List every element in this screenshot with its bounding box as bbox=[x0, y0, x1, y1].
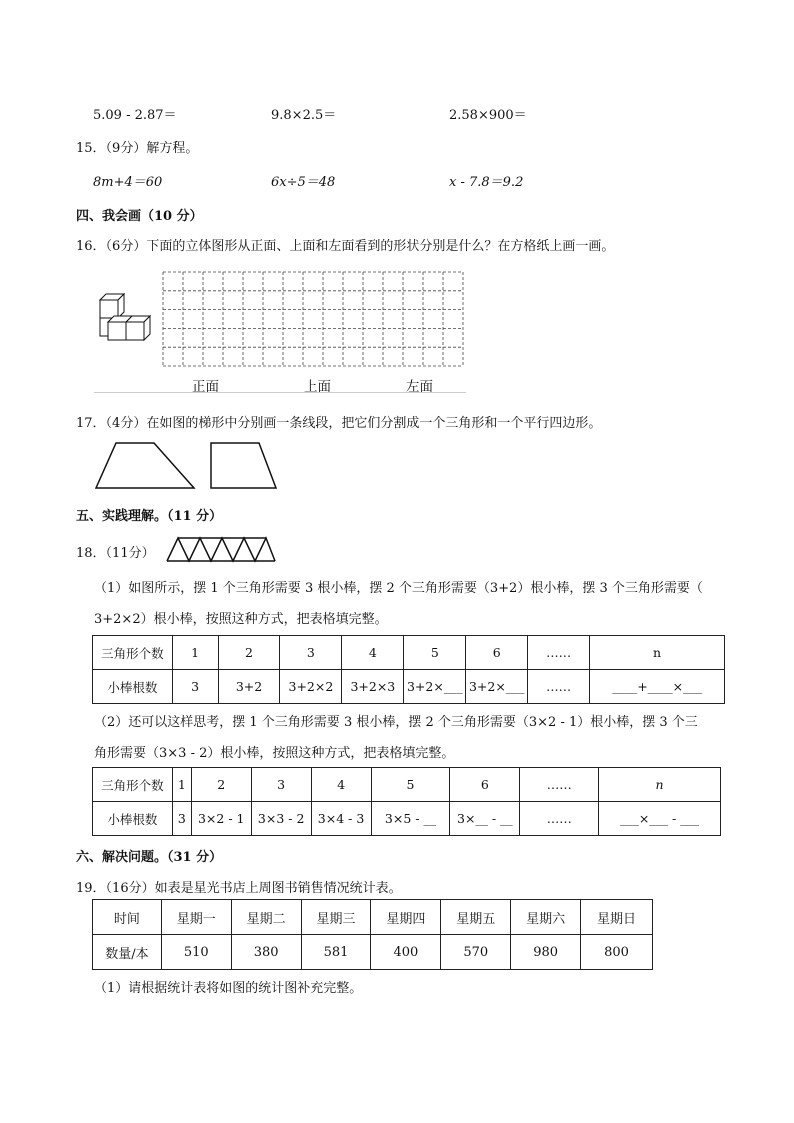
label-front-view: 正面 bbox=[192, 379, 219, 395]
t1-cell: …… bbox=[528, 636, 590, 670]
q18-part2-line2: 角形需要（3×3 - 2）根小棒，按照这种方式，把表格填完整。 bbox=[94, 746, 455, 761]
sales-value: 380 bbox=[231, 935, 301, 970]
t1-cell: 3 bbox=[172, 670, 218, 704]
t2-cell: 3×3 - 2 bbox=[251, 802, 311, 836]
t2-blank-cell[interactable]: 3×__ - __ bbox=[450, 802, 520, 836]
t2-cell: 3 bbox=[251, 768, 311, 802]
question-16-title: 16．（6分）下面的立体图形从正面、上面和左面看到的形状分别是什么？在方格纸上画一画。 bbox=[76, 239, 615, 254]
t1-cell: …… bbox=[528, 670, 590, 704]
t1-cell: 3+2×3 bbox=[342, 670, 404, 704]
calc-item-3: 2.58×900＝ bbox=[449, 108, 527, 123]
dashed-grid-paper bbox=[162, 271, 464, 367]
sales-value: 980 bbox=[511, 935, 581, 970]
question-19-title: 19．（16分）如表是星光书店上周图书销售情况统计表。 bbox=[76, 881, 402, 896]
q18-part1-line2: 3+2×2）根小棒，按照这种方式，把表格填完整。 bbox=[94, 612, 388, 627]
table-sticks-2 bbox=[92, 767, 721, 836]
t2-cell: 3×4 - 3 bbox=[311, 802, 371, 836]
t1-cell: 2 bbox=[218, 636, 280, 670]
t1-cell: 5 bbox=[404, 636, 466, 670]
question-18-title: 18．（11分） bbox=[76, 546, 155, 561]
sales-header-day: 星期二 bbox=[231, 900, 301, 935]
table-sticks-1 bbox=[92, 635, 725, 704]
t2-cell: 6 bbox=[450, 768, 520, 802]
triangle-sticks-figure bbox=[165, 536, 277, 563]
sales-header-day: 星期五 bbox=[441, 900, 511, 935]
sales-header-day: 星期六 bbox=[511, 900, 581, 935]
sales-header-day: 星期三 bbox=[301, 900, 371, 935]
sales-row-label: 数量/本 bbox=[93, 935, 162, 970]
sales-value: 510 bbox=[161, 935, 231, 970]
sales-header-day: 星期四 bbox=[371, 900, 441, 935]
equation-1: 8m+4＝60 bbox=[93, 175, 163, 190]
trapezoid-1 bbox=[96, 443, 194, 488]
t2-cell: n bbox=[599, 768, 721, 802]
t2-blank-cell[interactable]: 3×5 - __ bbox=[371, 802, 450, 836]
sales-value: 570 bbox=[441, 935, 511, 970]
t2-cell: 3×2 - 1 bbox=[191, 802, 251, 836]
equation-3: x - 7.8＝9.2 bbox=[449, 175, 524, 190]
t1-blank-cell[interactable]: 3+2×___ bbox=[404, 670, 466, 704]
t1-blank-cell[interactable]: 3+2×___ bbox=[466, 670, 528, 704]
calc-item-1: 5.09 - 2.87＝ bbox=[93, 108, 177, 123]
question-15-title: 15．（9分）解方程。 bbox=[76, 141, 199, 156]
q18-part1-line1: （1）如图所示，摆 1 个三角形需要 3 根小棒，摆 2 个三角形需要（3+2）根小棒，摆 3 个三角形需要（ bbox=[94, 581, 703, 596]
trapezoid-2 bbox=[211, 443, 276, 488]
sales-header-day: 星期一 bbox=[161, 900, 231, 935]
t1-cell: 4 bbox=[342, 636, 404, 670]
sales-value: 800 bbox=[581, 935, 653, 970]
q18-part2-line1: （2）还可以这样思考，摆 1 个三角形需要 3 根小棒，摆 2 个三角形需要（3×2 - 1）根小棒，摆 3 个三 bbox=[94, 715, 698, 730]
t2-cell: …… bbox=[520, 802, 599, 836]
t2-header-label: 三角形个数 bbox=[93, 768, 173, 802]
t1-cell: 1 bbox=[172, 636, 218, 670]
t1-cell: 3+2×2 bbox=[280, 670, 342, 704]
t1-cell: 3 bbox=[280, 636, 342, 670]
section-5-title: 五、实践理解。（11 分） bbox=[76, 509, 223, 524]
t2-cell: 1 bbox=[172, 768, 191, 802]
sales-header-label: 时间 bbox=[93, 900, 162, 935]
t1-row-label: 小棒根数 bbox=[93, 670, 173, 704]
t1-header-label: 三角形个数 bbox=[93, 636, 173, 670]
t2-row-label: 小棒根数 bbox=[93, 802, 173, 836]
sales-value: 581 bbox=[301, 935, 371, 970]
cube-stack-figure bbox=[92, 292, 152, 350]
t2-cell: 3 bbox=[172, 802, 191, 836]
table-book-sales bbox=[92, 899, 653, 970]
divider bbox=[94, 392, 466, 393]
section-6-title: 六、解决问题。（31 分） bbox=[76, 850, 223, 865]
t1-cell: n bbox=[590, 636, 725, 670]
t1-cell: 6 bbox=[466, 636, 528, 670]
equation-2: 6x÷5＝48 bbox=[271, 175, 336, 190]
q19-part1: （1）请根据统计表将如图的统计图补充完整。 bbox=[94, 981, 363, 996]
t1-blank-cell[interactable]: ____+____×___ bbox=[590, 670, 725, 704]
t1-cell: 3+2 bbox=[218, 670, 280, 704]
question-17-title: 17．（4分）在如图的梯形中分别画一条线段，把它们分割成一个三角形和一个平行四边形。 bbox=[76, 416, 602, 431]
label-left-view: 左面 bbox=[406, 379, 433, 395]
t2-blank-cell[interactable]: ___×___ - ___ bbox=[599, 802, 721, 836]
sales-header-day: 星期日 bbox=[581, 900, 653, 935]
section-4-title: 四、我会画（10 分） bbox=[76, 209, 203, 224]
t2-cell: 2 bbox=[191, 768, 251, 802]
trapezoid-figures bbox=[94, 441, 294, 491]
t2-cell: …… bbox=[520, 768, 599, 802]
t2-cell: 5 bbox=[371, 768, 450, 802]
sales-value: 400 bbox=[371, 935, 441, 970]
t2-cell: 4 bbox=[311, 768, 371, 802]
label-top-view: 上面 bbox=[304, 379, 331, 395]
calc-item-2: 9.8×2.5＝ bbox=[271, 108, 337, 123]
